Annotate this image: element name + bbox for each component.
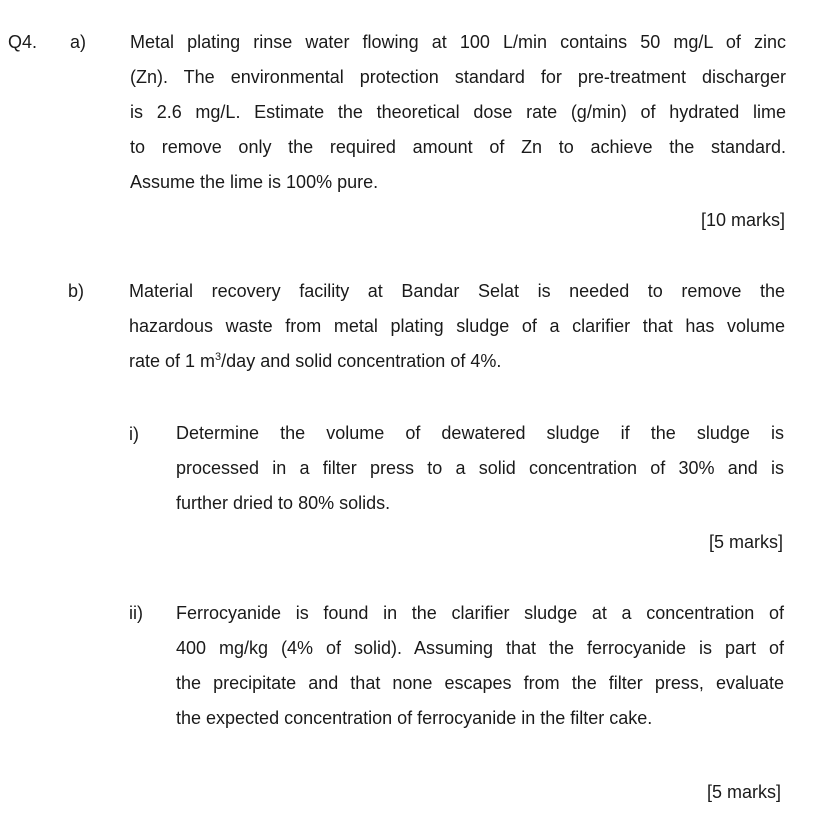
part-a-line: to remove only the required amount of Zn to achieve the standard. [130, 137, 786, 157]
sub-i-label: i) [129, 424, 139, 444]
sub-ii-line: the expected concentration of ferrocyanide in the filter cake. [176, 708, 653, 728]
sub-i-marks: [5 marks] [708, 532, 783, 552]
part-a-line: Metal plating rinse water flowing at 100 L/min contains 50 mg/L of zinc [130, 32, 786, 52]
sub-ii-line: Ferrocyanide is found in the clarifier sludge at a concentration of [176, 603, 784, 623]
part-b-line: Material recovery facility at Bandar Selat is needed to remove the [129, 281, 785, 301]
part-a-text [130, 25, 786, 200]
sub-ii-line: the precipitate and that none escapes from the filter press, evaluate [176, 673, 784, 693]
sub-i-line: Determine the volume of dewatered sludge if the sludge is [176, 423, 784, 443]
sub-ii-text [176, 596, 784, 736]
part-a-line: Assume the lime is 100% pure. [130, 172, 379, 192]
part-b-line: hazardous waste from metal plating sludge of a clarifier that has volume [129, 316, 785, 336]
part-b-text [129, 274, 785, 379]
sub-i-line: further dried to 80% solids. [176, 493, 391, 513]
part-b-label: b) [68, 281, 85, 301]
part-b-line-3-end: /day and solid concentration of 4%. [221, 351, 502, 371]
sub-ii-marks: [5 marks] [706, 782, 781, 802]
part-a-label: a) [70, 32, 87, 52]
sub-ii-label: ii) [129, 603, 143, 623]
part-b-line-3-start: rate of 1 m [129, 351, 216, 371]
sub-i-line: processed in a filter press to a solid concentration of 30% and is [176, 458, 784, 478]
sub-ii-line: 400 mg/kg (4% of solid). Assuming that the ferrocyanide is part of [176, 638, 784, 658]
sub-i-text [176, 416, 784, 521]
part-a-line: is 2.6 mg/L. Estimate the theoretical dose rate (g/min) of hydrated lime [130, 102, 786, 122]
question-number: Q4. [8, 32, 38, 52]
part-b-line-3 [129, 344, 785, 379]
part-a-line: (Zn). The environmental protection standard for pre-treatment discharger [130, 67, 786, 87]
part-a-marks: [10 marks] [700, 210, 785, 230]
cubic-superscript: 3 [215, 351, 222, 363]
